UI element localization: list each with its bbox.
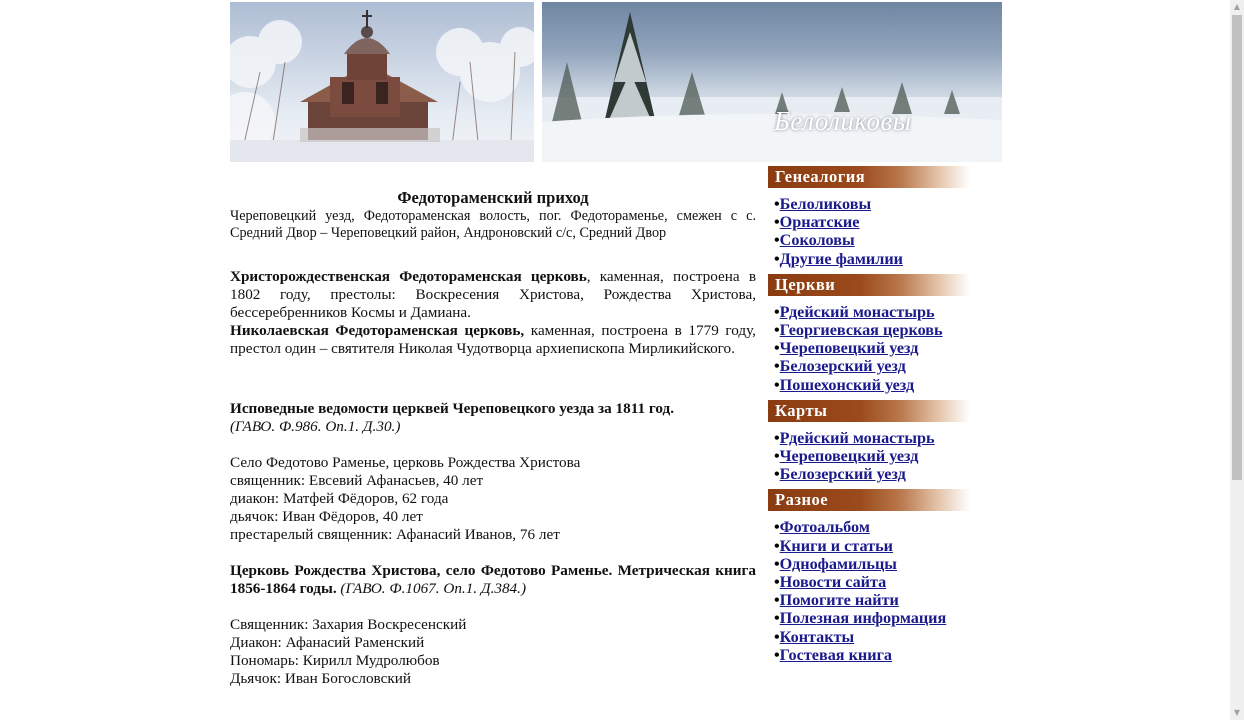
nav-item: •Череповецкий уезд [774,447,919,466]
church-2-text: каменная, построена в 1779 году, престол один – святителя Николая Чудотворца архиепископа Мирликийского. [230,322,756,357]
church-2-name: Николаевская Федотораменская церковь, [230,322,525,339]
nav-item: •Пошехонский уезд [774,375,915,394]
nav-link-map-rdeysky-monastery[interactable]: Рдейский монастырь [779,428,935,447]
section-list-churches [768,296,1002,400]
nav-link-ornatskie[interactable]: Орнатские [779,213,860,232]
nav-item: •Белозерский уезд [774,465,906,484]
nav-link-sokolovy[interactable]: Соколовы [779,231,855,250]
nav-link-help-find[interactable]: Помогите найти [779,591,899,610]
section-list-misc [768,511,1002,670]
church-1-description [230,268,756,322]
nav-item: •Гостевая книга [774,645,893,664]
section-header-churches: Церкви [768,274,970,296]
nav-item: •Помогите найти [774,591,899,610]
scrollbar-thumb[interactable] [1232,15,1242,480]
page-title: Федотораменский приход [397,188,589,207]
nav-item: •Белоликовы [774,195,872,213]
section-header-maps: Карты [768,400,970,422]
nav-link-belozersk-uezd[interactable]: Белозерский уезд [779,357,906,376]
nav-item: •Белозерский уезд [774,357,906,376]
nav-item: •Рдейский монастырь [774,428,935,447]
nav-item: •Георгиевская церковь [774,321,943,340]
nav-link-cherepovets-uezd[interactable]: Череповецкий уезд [779,339,919,358]
section-list-genealogy [768,188,1002,274]
section-list-maps [768,422,1002,490]
metric-book-source: (ГАВО. Ф.1067. Оп.1. Д.384.) [336,580,527,597]
nav-item: •Книги и статьи [774,536,894,555]
sidebar-nav [768,166,1002,670]
nav-link-other-surnames[interactable]: Другие фамилии [779,249,903,268]
main-content [230,188,756,688]
church-2-description [230,322,756,358]
triangle-down-icon[interactable]: ▼ [1233,708,1241,717]
clergy-line: Пономарь: Кирилл Мудролюбов [230,652,440,669]
nav-item: •Другие фамилии [774,249,903,268]
nav-link-photo-album[interactable]: Фотоальбом [779,518,870,537]
nav-link-map-belozersk-uezd[interactable]: Белозерский уезд [779,465,906,484]
village-line: диакон: Матфей Фёдоров, 62 года [230,490,449,507]
confession-source: (ГАВО. Ф.986. Оп.1. Д.30.) [230,418,401,435]
nav-item: •Однофамильцы [774,554,897,573]
nav-item: •Орнатские [774,213,860,232]
metric-book [230,562,756,598]
village-line: дьячок: Иван Фёдоров, 40 лет [230,508,423,525]
confession-title: Исповедные ведомости церквей Череповецкого уезда за 1811 год. [230,400,675,417]
nav-link-georgievskaya-church[interactable]: Георгиевская церковь [779,321,943,340]
nav-item: •Рдейский монастырь [774,302,935,321]
village-line: священник: Евсевий Афанасьев, 40 лет [230,472,484,489]
triangle-up-icon[interactable]: ▲ [1233,2,1241,11]
nav-link-belolikovy[interactable]: Белоликовы [779,195,872,213]
vertical-scrollbar[interactable] [1230,0,1244,720]
nav-item: •Контакты [774,627,855,646]
banner-church-photo [230,2,534,162]
church-1-text: , каменная, построена в 1802 году, престолы: Воскресения Христова, Рождества Христова, бессеребренников Космы и Дамиана. [230,268,756,321]
nav-item: •Фотоальбом [774,518,870,537]
village-line: престарелый священник: Афанасий Иванов, 76 лет [230,526,560,543]
nav-link-poshekhonye-uezd[interactable]: Пошехонский уезд [779,375,915,394]
nav-link-map-cherepovets-uezd[interactable]: Череповецкий уезд [779,447,919,466]
nav-link-guestbook[interactable]: Гостевая книга [779,645,893,664]
nav-link-namesakes[interactable]: Однофамильцы [779,554,897,573]
winter-landscape-photo [542,2,1002,162]
banner-winter-photo [542,2,1002,162]
nav-link-site-news[interactable]: Новости сайта [779,573,887,592]
clergy-line: Дьячок: Иван Богословский [230,670,412,687]
clergy-line: Диакон: Афанасий Раменский [230,634,425,651]
nav-item: •Полезная информация [774,609,947,628]
banner-family-title: Белоликовы [774,106,912,136]
parish-location: Череповецкий уезд, Федотораменская волость, пог. Федотораменье, смежен с с. Средний Двор – Череповецкий район, Андроновский с/с, Средний Двор [230,208,756,241]
section-header-genealogy: Генеалогия [768,166,970,188]
section-header-misc: Разное [768,489,970,511]
church-photo [230,2,534,162]
nav-item: •Соколовы [774,231,855,250]
nav-item: •Новости сайта [774,573,887,592]
nav-item: •Череповецкий уезд [774,339,919,358]
village-line: Село Федотово Раменье, церковь Рождества Христова [230,454,581,471]
clergy-line: Священник: Захария Воскресенский [230,616,467,633]
nav-link-contacts[interactable]: Контакты [779,627,855,646]
nav-link-useful-info[interactable]: Полезная информация [779,609,947,628]
church-1-name: Христорождественская Федотораменская церковь [230,268,587,285]
metric-book-title: Церковь Рождества Христова, село Федотово Раменье. Метрическая книга 1856-1864 годы. [230,562,756,597]
nav-link-books-articles[interactable]: Книги и статьи [779,536,894,555]
nav-link-rdeysky-monastery[interactable]: Рдейский монастырь [779,302,935,321]
